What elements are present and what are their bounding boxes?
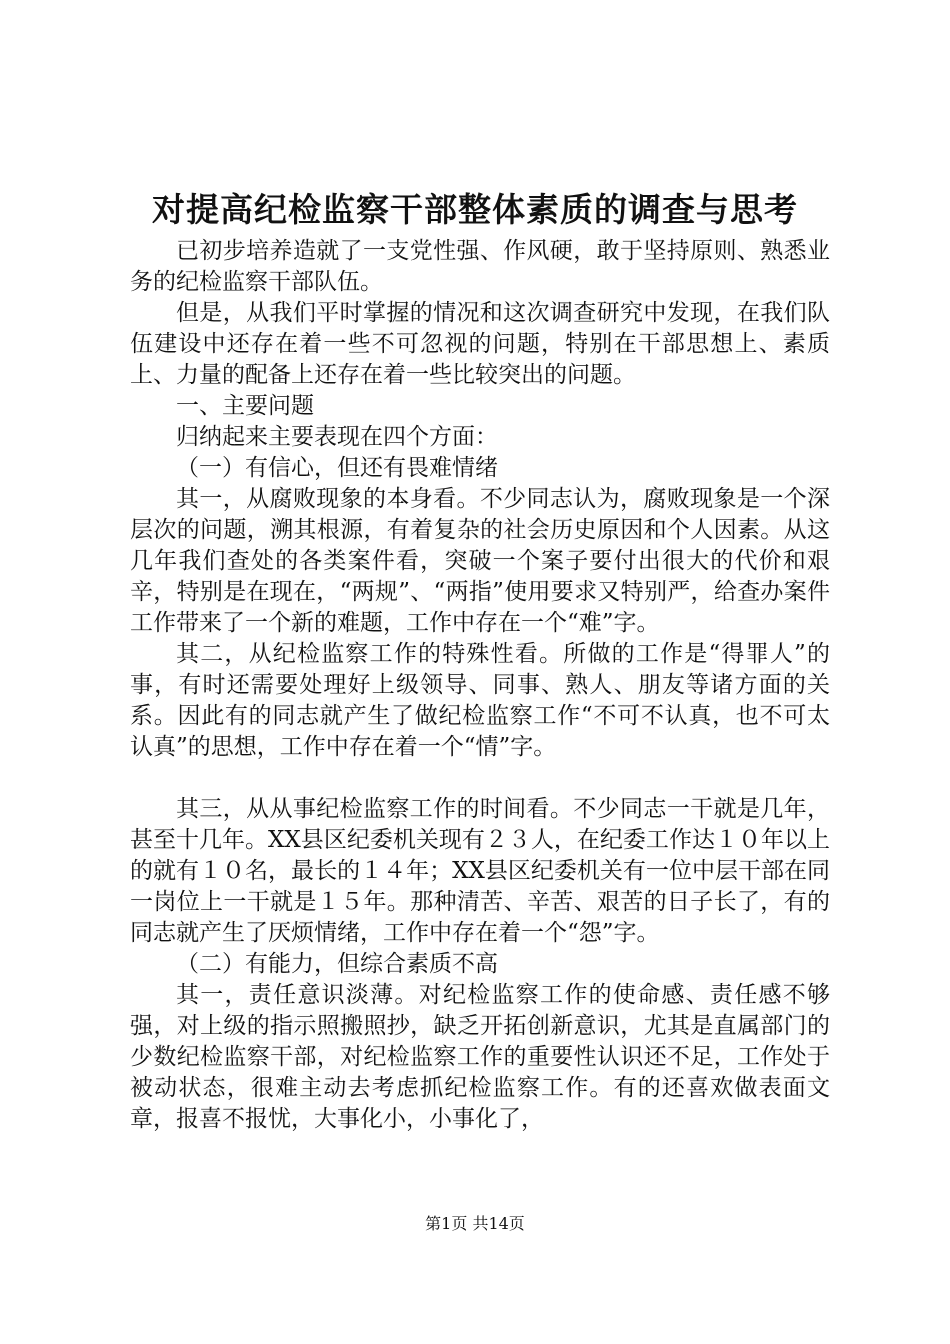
paragraph: 其一，责任意识淡薄。对纪检监察工作的使命感、责任感不够强，对上级的指示照搬照抄，缺乏开拓创新意识，尤其是直属部门的少数纪检监察干部，对纪检监察工作的重要性认识还不足，工作处于被动状态，很难主动去考虑抓纪检监察工作。有的还喜欢做表面文章，报喜不报忧，大事化小，小事化了， — [130, 982, 830, 1132]
section-heading: 一、主要问题 — [176, 393, 314, 419]
paragraph-gap — [130, 763, 830, 794]
subsection-heading: （一）有信心，但还有畏难情绪 — [176, 455, 498, 481]
paragraph: 归纳起来主要表现在四个方面： — [176, 424, 498, 450]
paragraph: 已初步培养造就了一支党性强、作风硬，敢于坚持原则、熟悉业务的纪检监察干部队伍。 — [130, 238, 830, 295]
document-body — [130, 236, 830, 1135]
paragraph: 其二，从纪检监察工作的特殊性看。所做的工作是“得罪人”的事，有时还需要处理好上级领导、同事、熟人、朋友等诸方面的关系。因此有的同志就产生了做纪检监察工作“不可不认真，也不可太认真”的思想，工作中存在着一个“情”字。 — [130, 641, 830, 760]
page-footer: 第1页 共14页 — [425, 1214, 525, 1233]
subsection-heading: （二）有能力，但综合素质不高 — [176, 951, 498, 977]
paragraph: 其一，从腐败现象的本身看。不少同志认为，腐败现象是一个深层次的问题，溯其根源，有着复杂的社会历史原因和个人因素。从这几年我们查处的各类案件看，突破一个案子要付出很大的代价和艰辛，特别是在现在，“两规”、“两指”使用要求又特别严，给查办案件工作带来了一个新的难题，工作中存在一个“难”字。 — [130, 486, 830, 636]
paragraph: 但是，从我们平时掌握的情况和这次调查研究中发现，在我们队伍建设中还存在着一些不可忽视的问题，特别在干部思想上、素质上、力量的配备上还存在着一些比较突出的问题。 — [130, 300, 830, 388]
document-title: 对提高纪检监察干部整体素质的调查与思考 — [152, 190, 798, 229]
paragraph: 其三，从从事纪检监察工作的时间看。不少同志一干就是几年，甚至十几年。XX县区纪委机关现有２３人，在纪委工作达１０年以上的就有１０名，最长的１４年；XX县区纪委机关有一位中层干部在同一岗位上一干就是１５年。那种清苦、辛苦、艰苦的日子长了，有的同志就产生了厌烦情绪，工作中存在着一个“怨”字。 — [130, 796, 830, 946]
